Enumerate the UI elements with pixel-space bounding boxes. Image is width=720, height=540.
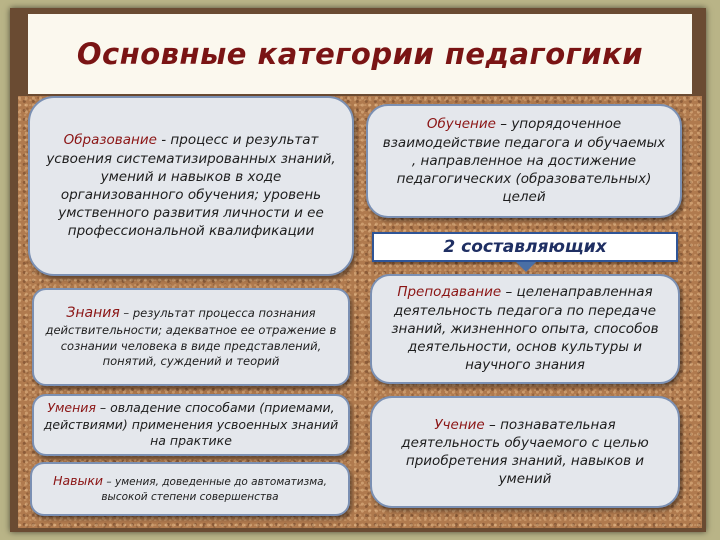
- box-uchenie-text: Учение – познавательная деятельность обучаемого с целью приобретения знаний, навыков и умений: [401, 416, 649, 488]
- box-prepodavanie-text: Преподавание – целенаправленная деятельность педагога по передаче знаний, жизненного опыта, способов деятельности, основ культуры и научного знания: [391, 284, 659, 374]
- box-obrazovanie-text: Образование - процесс и результат усвоения систематизированных знаний, умений и навыков в ходе организованного обучения; уровень умственного развития личности и ее профессиональной квалификации: [46, 132, 336, 240]
- def-navyki: умения, доведенные до автоматизма, высокой степени совершенства: [101, 476, 327, 504]
- box-prepodavanie: [370, 274, 680, 384]
- def-obrazovanie: процесс и результат усвоения систематизированных знаний, умений и навыков в ходе организованного обучения; уровень умственного развития личности и ее профессиональной квалификации: [46, 132, 336, 240]
- box-umeniya-text: Умения – овладение способами (приемами, действиями) применения усвоенных знаний на практике: [43, 399, 339, 449]
- arrow-down-icon: [516, 262, 536, 272]
- box-navyki: [30, 462, 350, 516]
- term-obuchenie: Обучение: [426, 116, 496, 133]
- box-obrazovanie: [28, 96, 354, 276]
- def-umeniya: овладение способами (приемами, действиями) применения усвоенных знаний на практике: [43, 399, 339, 449]
- term-umeniya: Умения: [47, 399, 96, 415]
- def-prepodavanie: целенаправленная деятельность педагога по передаче знаний, жизненного опыта, способов деятельности, основ культуры и научного знания: [391, 284, 659, 374]
- box-umeniya: [32, 394, 350, 456]
- term-uchenie: Учение: [434, 416, 485, 433]
- slide-title: Основные категории педагогики: [76, 37, 644, 71]
- box-navyki-text: Навыки – умения, доведенные до автоматизма, высокой степени совершенства: [53, 473, 327, 504]
- term-znaniya: Знания: [66, 305, 120, 322]
- term-navyki: Навыки: [53, 473, 104, 489]
- box-obuchenie-text: Обучение – упорядоченное взаимодействие педагога и обучаемых , направленное на достижение педагогических (образовательных) целей: [382, 116, 666, 206]
- def-uchenie: познавательная деятельность обучаемого с целью приобретения знаний, навыков и умений: [401, 416, 649, 488]
- def-obuchenie: упорядоченное взаимодействие педагога и обучаемых , направленное на достижение педагогических (образовательных) целей: [382, 116, 666, 206]
- box-obuchenie: [366, 104, 682, 218]
- term-prepodavanie: Преподавание: [397, 284, 502, 301]
- box-uchenie: [370, 396, 680, 508]
- term-obrazovanie: Образование: [63, 132, 157, 149]
- components-label: 2 составляющих: [372, 232, 678, 262]
- box-znaniya-text: Знания – результат процесса познания действительности; адекватное ее отражение в сознании человека в виде представлений, понятий, суждений и теорий: [45, 305, 337, 369]
- box-znaniya: [32, 288, 350, 386]
- def-znaniya: результат процесса познания действительности; адекватное ее отражение в сознании человека в виде представлений, понятий, суждений и теорий: [45, 306, 337, 369]
